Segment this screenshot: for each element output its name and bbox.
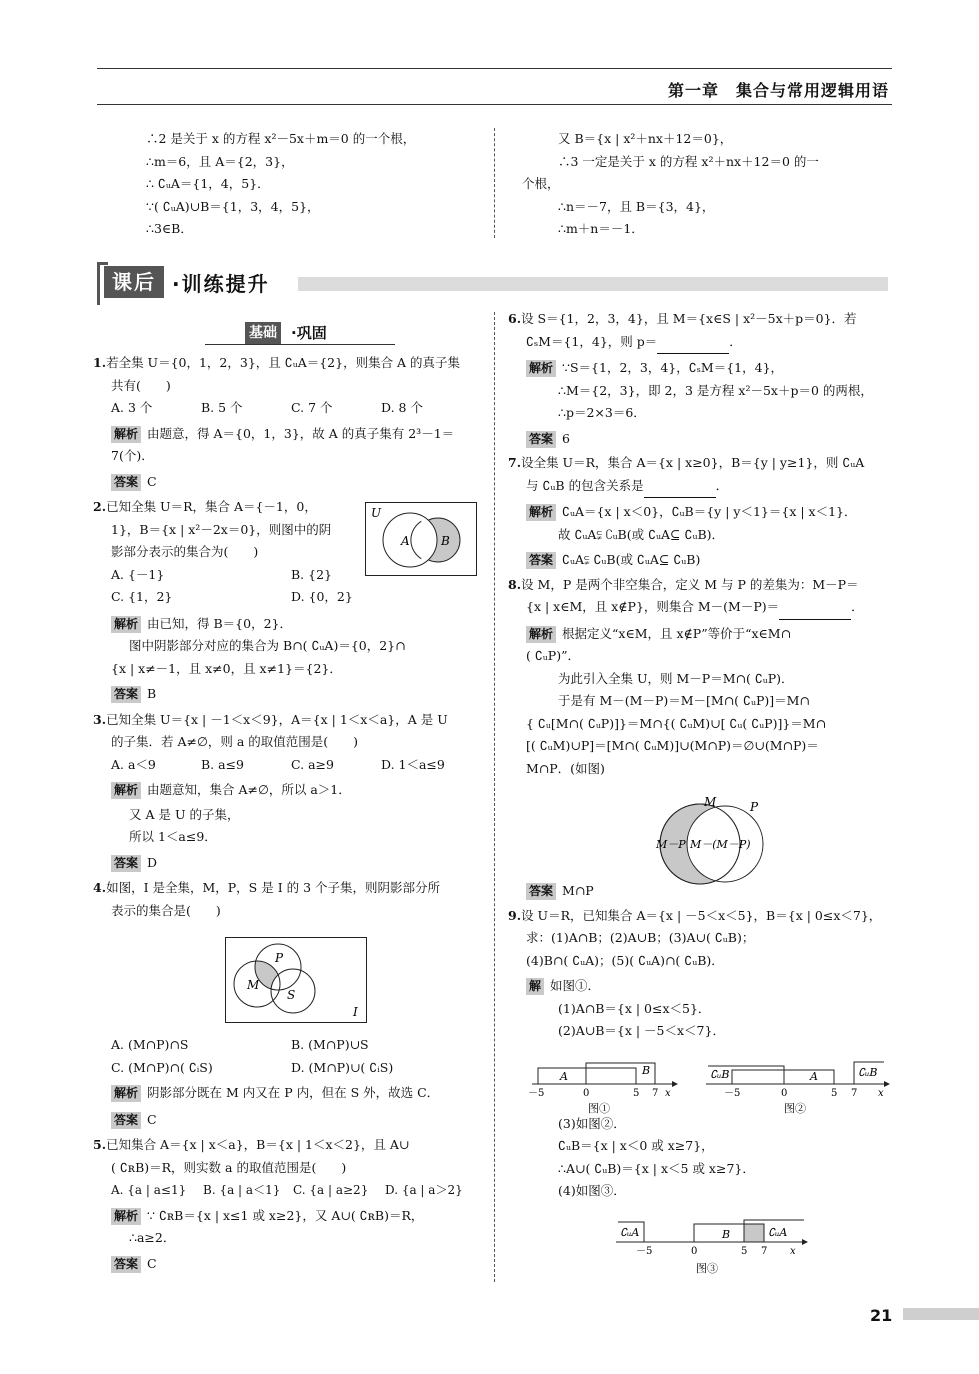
set-m-label: M (704, 795, 717, 809)
question-text: 已知全集 U＝R，集合 A＝{－1，0， (106, 499, 317, 514)
set-m-label: M (247, 978, 260, 992)
option-a: A. a＜9 (111, 756, 156, 772)
answer-blank (644, 475, 716, 499)
universe-label: I (353, 1005, 358, 1019)
question-number: 9. (508, 907, 522, 923)
answer-line (93, 852, 485, 875)
chapter-title: 第一章 集合与常用逻辑用语 (667, 81, 889, 100)
question-number: 2. (93, 499, 107, 514)
answer-line (93, 1253, 485, 1276)
answer-value: C (147, 473, 157, 489)
solution-text: ∵S＝{1，2，3，4}，∁ₛM＝{1，4}， (562, 360, 784, 375)
question-text: ∁ₛM＝{1，4}，则 p＝ (526, 333, 658, 349)
solution-text: ∁ᵤB＝{x | x＜0 或 x≥7}， (558, 1138, 714, 1153)
top-right-line: 又 B＝{x | x²＋nx＋12＝0}， (558, 131, 733, 146)
solution-text: (4)如图③． (558, 1183, 626, 1198)
answer-value: C (147, 1111, 157, 1127)
solution-text: 为此引入全集 U，则 M－P＝M∩( ∁ᵤP)． (558, 670, 794, 686)
answer-line (93, 1109, 485, 1132)
tick-label: －5 (528, 1088, 545, 1099)
solution-text: 7(个)． (111, 448, 154, 463)
set-a-circle (383, 513, 437, 567)
question-text: 求：(1)A∩B；(2)A∪B；(3)A∪( ∁ᵤB)； (526, 930, 755, 945)
question-text: 已知集合 A＝{x | x＜a}，B＝{x | 1＜x＜2}，且 A∪ (106, 1137, 410, 1152)
answer-value: ∁ᵤA⫋ ∁ᵤB(或 ∁ᵤA⊆ ∁ᵤB) (562, 552, 701, 567)
question-7 (508, 452, 900, 475)
axis-label: x (665, 1088, 671, 1099)
jiexi-tag: 解析 (111, 426, 141, 443)
number-line-figure-2 (704, 1058, 894, 1116)
answer-tag: 答案 (526, 552, 556, 569)
tick-label: 0 (691, 1246, 698, 1257)
solution-line (93, 423, 485, 446)
solution-text: ∴A∪( ∁ᵤB)＝{x | x＜5 或 x≥7}． (558, 1160, 755, 1176)
section-bar (298, 277, 888, 291)
answer-tag: 答案 (111, 686, 141, 703)
interval-b-label: B (642, 1064, 651, 1077)
question-text: 1}，B＝{x | x²－2x＝0}，则图中的阴 (111, 521, 332, 537)
question-text-blank (508, 475, 900, 499)
solution-line (508, 975, 900, 998)
solution-text: [( ∁ᵤM)∪P]＝[M∩( ∁ᵤM)]∪(M∩P)＝∅∪(M∩P)＝ (526, 738, 819, 753)
solution-text: 由已知，得 B＝{0，2}． (147, 615, 292, 631)
question-text: 与 ∁ᵤB 的包含关系是 (526, 477, 644, 493)
question-text: 如图，I 是全集，M，P，S 是 I 的 3 个子集，则阴影部分所 (106, 880, 441, 895)
solution-text: ∴p＝2×3＝6． (558, 405, 646, 420)
answer-blank (657, 331, 729, 355)
interval-a-label: A (810, 1070, 818, 1083)
question-3 (93, 709, 485, 732)
answer-blank (779, 596, 851, 620)
top-right-line: ∴3 一定是关于 x 的方程 x²＋nx＋12＝0 的一 (558, 153, 819, 169)
column-divider-top (494, 128, 495, 238)
page-number-bar (903, 1308, 979, 1320)
question-text-blank (508, 596, 900, 620)
answer-tag: 答案 (111, 1256, 141, 1273)
tick-label: 5 (831, 1088, 838, 1099)
solution-text: 阴影部分既在 M 内又在 P 内，但在 S 外，故选 C． (147, 1085, 440, 1100)
interval-a-label: A (560, 1070, 568, 1083)
tick-label: 7 (761, 1246, 768, 1257)
tick-label: 5 (633, 1088, 640, 1099)
interval-label: ∁ᵤB (710, 1068, 730, 1081)
top-right-line: 个根， (522, 176, 560, 191)
solution-line (508, 501, 900, 524)
page-number: 21 (870, 1306, 893, 1325)
solution-text: 所以 1＜a≤9． (129, 829, 217, 844)
set-a-label: A (401, 534, 410, 548)
option-c: C. 7 个 (291, 400, 333, 415)
question-text: 设 S＝{1，2，3，4}，且 M＝{x∈S | x²－5x＋p＝0}．若 (521, 311, 857, 326)
options-row (93, 397, 485, 420)
question-text: 的子集．若 A≠∅，则 a 的取值范围是( ) (111, 734, 359, 749)
option-d: D. 1＜a≤9 (381, 756, 445, 772)
question-number: 4. (93, 880, 107, 895)
solution-text: ( ∁ᵤP)”． (526, 648, 580, 663)
jiexi-tag: 解析 (111, 782, 141, 799)
solution-line (93, 779, 485, 802)
option-d: D. {a | a＞2} (385, 1183, 463, 1197)
solution-line (508, 357, 900, 380)
answer-value: D (147, 854, 158, 870)
tick-label: 0 (781, 1088, 788, 1099)
answer-tag: 答案 (111, 474, 141, 491)
interval-a (538, 1068, 636, 1084)
answer-tag: 答案 (111, 855, 141, 872)
top-left-line: ∴m＝6，且 A＝{2，3}， (146, 153, 294, 169)
question-number: 6. (508, 311, 522, 326)
solution-text: 如图①． (550, 978, 601, 993)
set-p-label: P (275, 951, 284, 965)
question-8 (508, 574, 900, 597)
option-b: B. (M∩P)∪S (291, 1037, 369, 1052)
top-left-block (146, 128, 415, 241)
option-a: A. {a | a≤1} (111, 1183, 187, 1197)
axis-arrow-icon (802, 1239, 808, 1245)
answer-value: C (147, 1255, 157, 1271)
interval-label: ∁ᵤB (858, 1066, 878, 1079)
axis-arrow-icon (884, 1081, 890, 1087)
question-6 (508, 308, 900, 331)
solution-text: 又 A 是 U 的子集， (129, 806, 240, 822)
jiexi-tag: 解析 (526, 504, 556, 521)
option-d: D. 8 个 (381, 400, 423, 415)
header-top-rule (97, 68, 892, 69)
axis-label: x (790, 1246, 796, 1257)
question-text: ． (715, 477, 729, 493)
section-box: 课后 (104, 266, 164, 298)
question-number: 5. (93, 1137, 107, 1152)
top-right-line: ∴m＋n＝－1． (558, 221, 644, 236)
solution-text: {x | x≠－1，且 x≠0，且 x≠1}＝{2}． (111, 660, 342, 676)
solution-line (93, 1082, 485, 1105)
subsection-tag: 基础 (245, 322, 281, 344)
interval-label: ∁ᵤA (768, 1226, 788, 1239)
difference-label: M－P (656, 838, 686, 851)
question-text: 设 U＝R，已知集合 A＝{x | －5＜x＜5}，B＝{x | 0≤x＜7}， (521, 907, 882, 923)
options-row (93, 1034, 485, 1057)
answer-tag: 答案 (526, 431, 556, 448)
option-b: B. {2} (291, 566, 332, 582)
tick-label: －5 (636, 1246, 653, 1257)
question-text: 共有( ) (111, 377, 171, 393)
subsection-heading (205, 322, 395, 345)
solution-text: ∁ᵤA＝{x | x＜0}，∁ᵤB＝{y | y＜1}＝{x | x＜1}． (562, 504, 857, 519)
interval-a (732, 1070, 834, 1084)
answer-line (93, 683, 485, 706)
option-c: C. {a | a≥2} (293, 1183, 369, 1197)
axis-arrow-icon (672, 1081, 678, 1087)
solution-line (93, 1205, 485, 1228)
axis-label: x (878, 1088, 884, 1099)
intersection-label: M－(M－P) (690, 838, 751, 851)
number-line-figure-3 (614, 1218, 810, 1278)
option-a: A. {－1} (111, 566, 165, 582)
options-row (93, 586, 485, 609)
solution-text: (2)A∪B＝{x | －5＜x＜7}． (558, 1023, 725, 1038)
answer-tag: 答案 (111, 1112, 141, 1129)
option-a: A. (M∩P)∩S (111, 1037, 189, 1052)
jiexi-tag: 解析 (526, 360, 556, 377)
solution-text: M∩P．(如图) (526, 760, 605, 776)
column-divider (494, 312, 495, 1282)
figure-caption: 图③ (696, 1262, 718, 1275)
jiexi-tag: 解析 (111, 1085, 141, 1102)
top-left-line: ∴3∈B． (146, 221, 193, 236)
solution-text: ∴a≥2． (129, 1230, 176, 1245)
solution-text: (1)A∩B＝{x | 0≤x＜5}． (558, 1000, 711, 1016)
tick-label: －5 (724, 1088, 741, 1099)
jiexi-tag: 解析 (526, 626, 556, 643)
question-number: 8. (508, 576, 522, 592)
solution-text: ∵ ∁ʀB＝{x | x≤1 或 x≥2}，又 A∪( ∁ʀB)＝R， (147, 1207, 424, 1223)
jie-tag: 解 (526, 978, 544, 995)
answer-line (508, 428, 900, 451)
set-p-label: P (750, 800, 759, 814)
tick-label: 0 (583, 1088, 590, 1099)
shaded-interval (744, 1224, 764, 1242)
options-row (93, 754, 485, 777)
solution-line (508, 623, 900, 646)
option-b: B. a≤9 (201, 756, 245, 772)
answer-value: M∩P (562, 883, 594, 898)
question-4 (93, 877, 485, 900)
solution-line (93, 613, 485, 636)
solution-text: 故 ∁ᵤA⫋ ∁ᵤB(或 ∁ᵤA⊆ ∁ᵤB)． (558, 526, 725, 542)
subsection-text: ·巩固 (291, 324, 327, 342)
question-text: 设 M，P 是两个非空集合，定义 M 与 P 的差集为：M－P＝ (521, 576, 859, 592)
top-left-line: ∵( ∁ᵤA)∪B＝{1，3，4，5}， (146, 198, 320, 214)
option-a: A. 3 个 (111, 400, 153, 415)
tick-label: 5 (741, 1246, 748, 1257)
question-text: {x | x∈M，且 x∉P}，则集合 M－(M－P)＝ (526, 599, 780, 614)
question-text: ． (729, 333, 742, 349)
answer-value: B (147, 686, 157, 701)
set-b-label: B (441, 534, 450, 548)
option-c: C. (M∩P)∩( ∁ᵢS) (111, 1059, 213, 1075)
solution-text: 根据定义“x∈M，且 x∉P”等价于“x∈M∩ (562, 625, 792, 641)
q4-venn-diagram (225, 937, 367, 1023)
figure-caption: 图② (784, 1102, 806, 1115)
answer-value: 6 (562, 430, 570, 446)
question-text: 若全集 U＝{0，1，2，3}，且 ∁ᵤA＝{2}，则集合 A 的真子集 (106, 355, 461, 370)
question-text: 表示的集合是( ) (111, 902, 221, 918)
jiexi-tag: 解析 (111, 1208, 141, 1225)
tick-label: 7 (652, 1088, 659, 1099)
solution-text: ∴M＝{2，3}，即 2，3 是方程 x²－5x＋p＝0 的两根， (558, 382, 873, 398)
options-row (93, 1057, 485, 1080)
question-text: 设全集 U＝R，集合 A＝{x | x≥0}，B＝{y | y≥1}，则 ∁ᵤA (521, 455, 865, 470)
solution-text: 由题意，得 A＝{0，1，3}，故 A 的真子集有 2³－1＝ (147, 425, 455, 441)
question-text: (4)B∩( ∁ᵤA)；(5)( ∁ᵤA)∩( ∁ᵤB)． (526, 952, 724, 968)
set-s-label: S (287, 988, 296, 1002)
interval-b-label: B (722, 1228, 731, 1241)
tick-label: 7 (851, 1088, 858, 1099)
solution-text: 由题意知，集合 A≠∅，所以 a＞1． (147, 782, 351, 797)
option-d: D. (M∩P)∪( ∁ᵢS) (291, 1059, 394, 1075)
solution-text: 图中阴影部分对应的集合为 B∩( ∁ᵤA)＝{0，2}∩ (129, 638, 406, 653)
question-text-blank (508, 331, 900, 355)
answer-line (93, 471, 485, 494)
solution-text: 于是有 M－(M－P)＝M－[M∩( ∁ᵤP)]＝M∩ (558, 693, 810, 708)
universe-label: U (371, 506, 382, 520)
solution-text: (3)如图②． (558, 1115, 626, 1131)
q8-venn-diagram (652, 794, 772, 886)
top-left-line: ∴ ∁ᵤA＝{1，4，5}． (146, 176, 270, 191)
solution-text: { ∁ᵤ[M∩( ∁ᵤP)]}＝M∩{( ∁ᵤM)∪[ ∁ᵤ( ∁ᵤP)]}＝M∩ (526, 715, 827, 731)
answer-tag: 答案 (526, 883, 556, 900)
answer-line (508, 549, 900, 572)
question-5 (93, 1134, 485, 1157)
question-number: 7. (508, 455, 522, 470)
section-title: ·训练提升 (172, 272, 270, 296)
question-number: 3. (93, 711, 107, 727)
question-text: 影部分表示的集合为( ) (111, 544, 259, 559)
option-c: C. a≥9 (291, 756, 334, 772)
jiexi-tag: 解析 (111, 616, 141, 633)
top-right-block (522, 128, 819, 241)
option-b: B. {a | a＜1} (203, 1183, 281, 1197)
options-row (93, 1179, 485, 1202)
interval-label: ∁ᵤA (620, 1226, 640, 1239)
option-b: B. 5 个 (201, 400, 243, 415)
header-bottom-rule (97, 104, 892, 105)
question-number: 1. (93, 355, 107, 370)
question-1 (93, 352, 485, 375)
question-9 (508, 905, 900, 928)
option-c: C. {1，2} (111, 589, 173, 604)
q2-venn-diagram (365, 502, 477, 576)
question-text: 已知全集 U＝{x | －1＜x＜9}，A＝{x | 1＜x＜a}，A 是 U (106, 711, 448, 727)
figure-caption: 图① (588, 1102, 610, 1115)
left-column (93, 352, 485, 1275)
question-text: ． (851, 599, 864, 614)
question-text: ( ∁ʀB)＝R，则实数 a 的取值范围是( ) (111, 1159, 347, 1175)
number-line-figure-1 (522, 1058, 682, 1116)
top-left-line: ∴2 是关于 x 的方程 x²－5x＋m＝0 的一个根， (146, 131, 416, 146)
option-d: D. {0，2} (291, 589, 353, 604)
top-right-line: ∴n＝－7，且 B＝{3，4}， (558, 198, 715, 214)
